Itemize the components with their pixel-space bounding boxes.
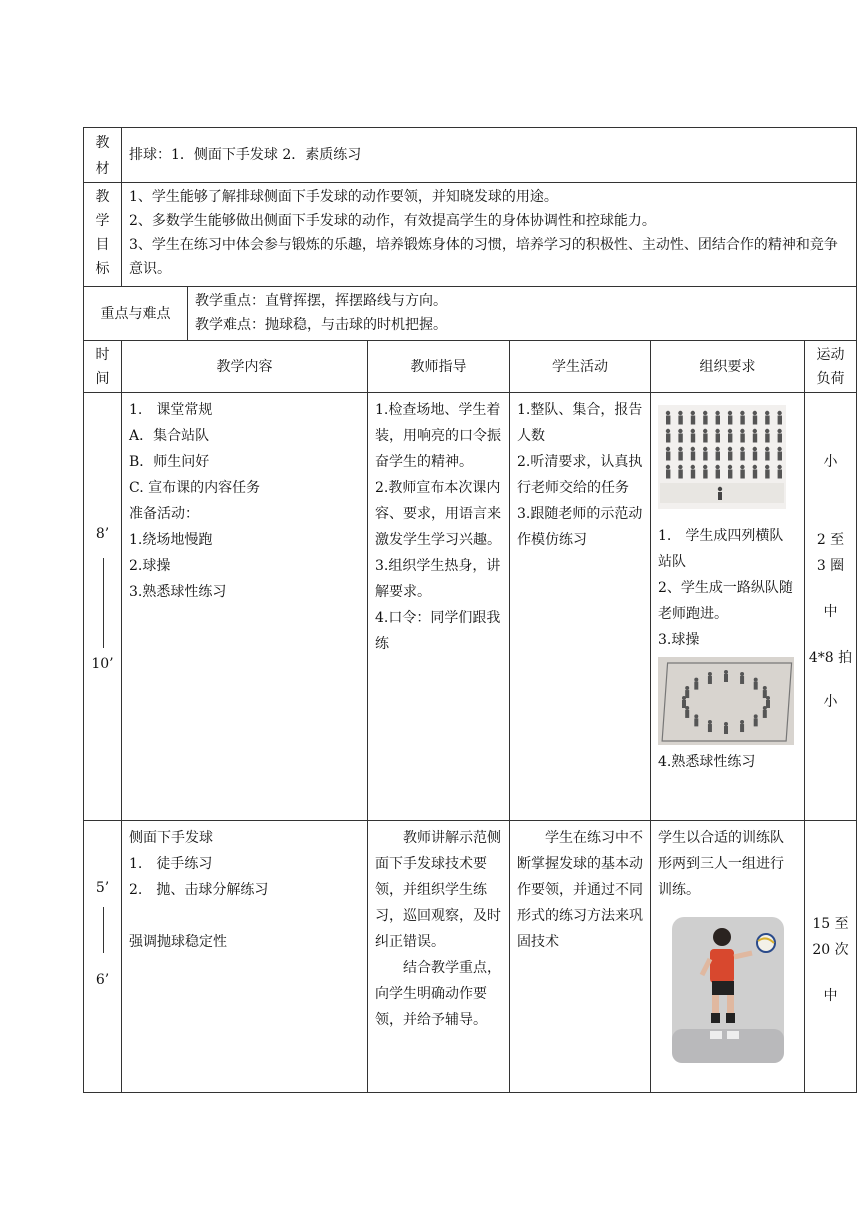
header-time: 时 间	[84, 341, 122, 393]
key-points-content	[188, 287, 857, 341]
section2-organization: 学生以合适的训练队形两到三人一组进行训练。	[651, 821, 805, 1093]
formation-diagram	[658, 405, 786, 509]
section2-student: 学生在练习中不断掌握发球的基本动作要领，并通过不同形式的练习方法来巩固技术	[510, 821, 651, 1093]
section1-teacher: 1.检查场地、学生着装，用响亮的口令振奋学生的精神。 2.教师宣布本次课内容、要求，用语言来激发学生学习兴趣。 3.组织学生热身，讲解要求。 4.口令：同学们跟我练	[368, 393, 510, 821]
key-focus: 教学重点：直臂挥摆，挥摆路线与方向。	[195, 293, 447, 309]
player-serve-photo	[672, 917, 784, 1063]
key-difficulty: 教学难点：抛球稳，与击球的时机把握。	[195, 317, 447, 333]
header-content: 教学内容	[122, 341, 368, 393]
section1-time-start: 8’	[95, 526, 110, 542]
section2-content: 侧面下手发球 1. 徒手练习 2. 抛、击球分解练习 强调抛球稳定性	[122, 821, 368, 1093]
time-range-line	[103, 907, 104, 953]
section2-time	[84, 821, 122, 1093]
section1-organization: 1. 学生成四列横队站队 2、学生成一路纵队随老师跑进。 3.球操 4.熟悉球性练习	[651, 393, 805, 821]
key-points-label: 重点与难点	[84, 287, 188, 341]
header-teacher: 教师指导	[368, 341, 510, 393]
section2-time-end: 6’	[95, 972, 110, 988]
time-range-line	[103, 558, 104, 648]
section1-student: 1.整队、集合，报告人数 2.听清要求，认真执行老师交给的任务 3.跟随老师的示范动作模仿练习	[510, 393, 651, 821]
subject-content: 排球：1．侧面下手发球 2．素质练习	[122, 128, 857, 183]
objectives-label: 教 学 目 标	[84, 183, 122, 287]
subject-label: 教 材	[84, 128, 122, 183]
header-load: 运动 负荷	[805, 341, 857, 393]
section2-teacher: 教师讲解示范侧面下手发球技术要领，并组织学生练习，巡回观察，及时纠正错误。 结合教学重点，向学生明确动作要领，并给予辅导。	[368, 821, 510, 1093]
ball-exercise-diagram	[658, 657, 794, 745]
section1-time	[84, 393, 122, 821]
section1-load: 小 2 至 3 圈 中 4*8 拍 小	[805, 393, 857, 821]
objective-item: 1、学生能够了解排球侧面下手发球的动作要领，并知晓发球的用途。	[129, 189, 558, 205]
section2-time-start: 5’	[95, 880, 110, 896]
objective-item: 2、多数学生能够做出侧面下手发球的动作，有效提高学生的身体协调性和控球能力。	[129, 213, 656, 229]
section1-time-end: 10’	[91, 656, 114, 672]
header-student: 学生活动	[510, 341, 651, 393]
section1-content: 1. 课堂常规 A．集合站队 B．师生问好 C. 宣布课的内容任务 准备活动： 1.绕场地慢跑 2.球操 3.熟悉球性练习	[122, 393, 368, 821]
lesson-plan-table	[83, 127, 857, 1093]
objectives-content	[122, 183, 857, 287]
header-organization: 组织要求	[651, 341, 805, 393]
section2-load: 15 至 20 次 中	[805, 821, 857, 1093]
objective-item: 3、学生在练习中体会参与锻炼的乐趣，培养锻炼身体的习惯，培养学习的积极性、主动性、团结合作的精神和竞争意识。	[129, 237, 838, 277]
